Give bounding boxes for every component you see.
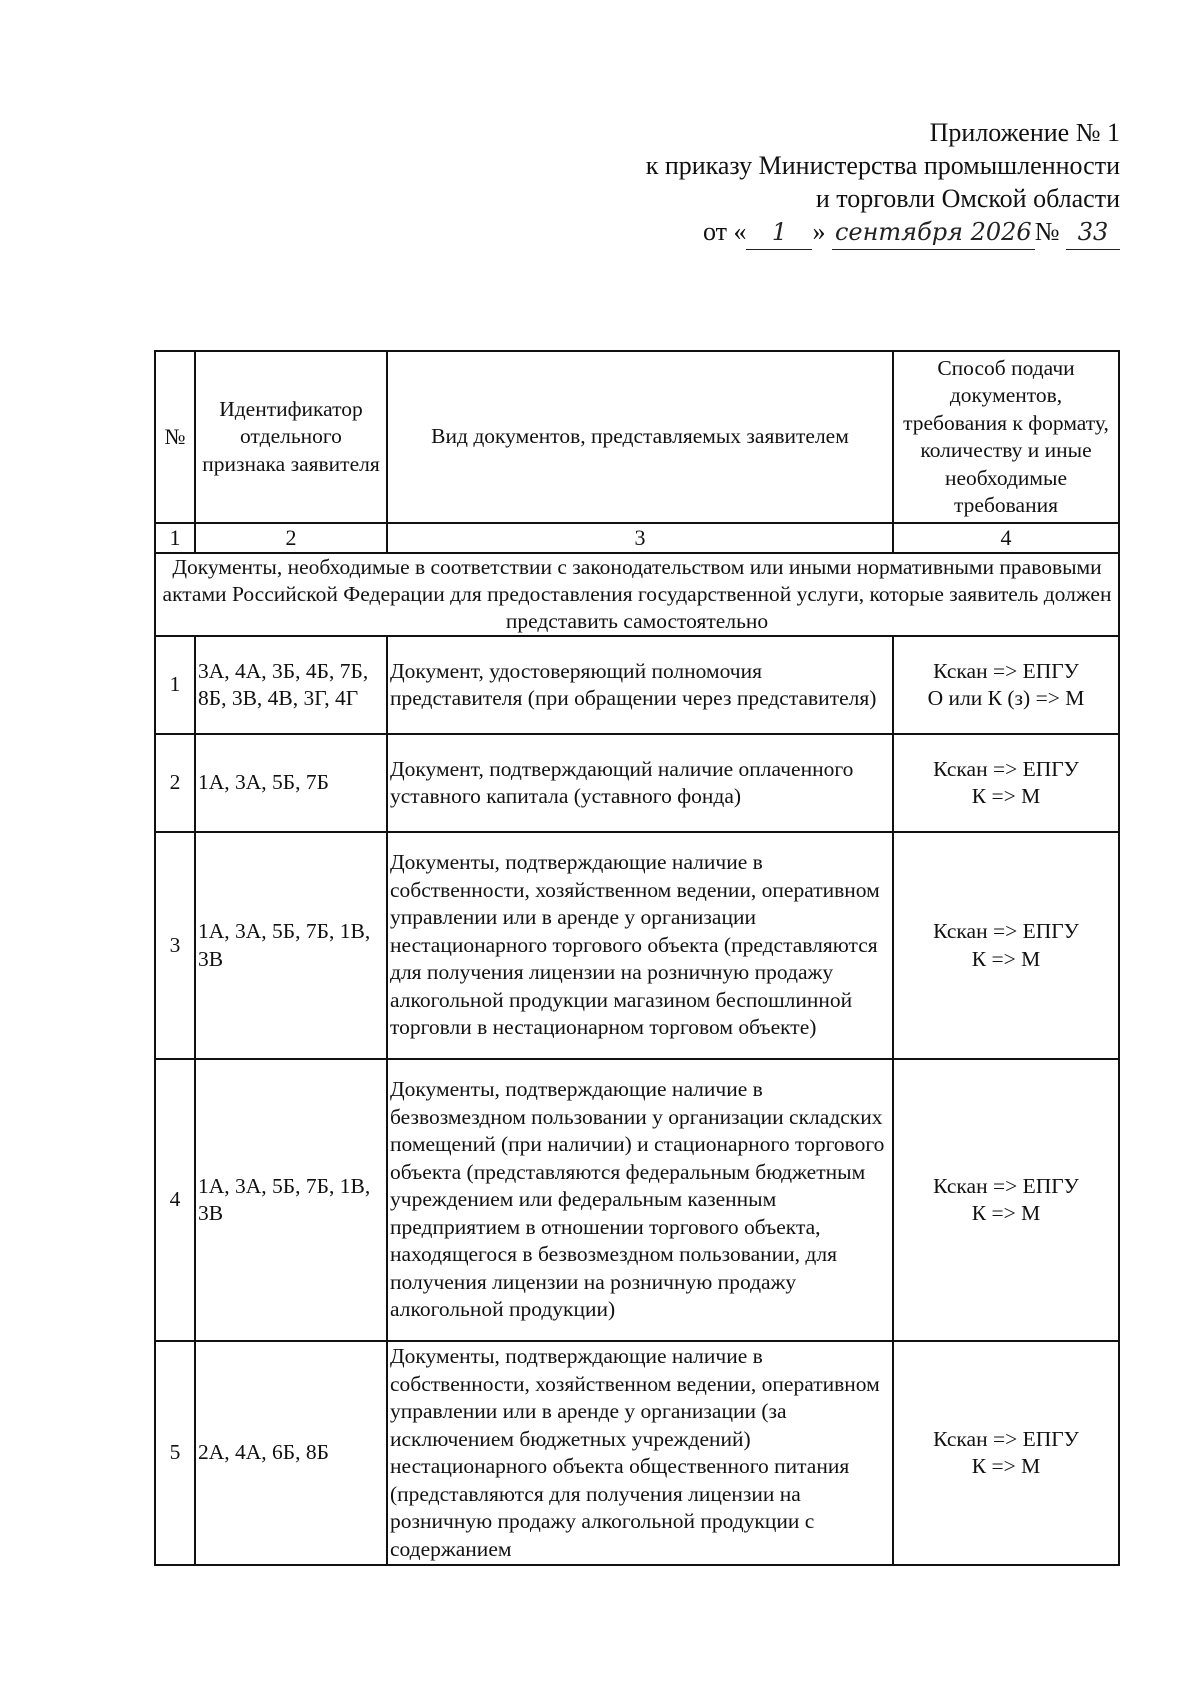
table-row xyxy=(155,734,1119,832)
method-line-2: К => М xyxy=(971,784,1041,808)
method-line-1: Кскан => ЕПГУ xyxy=(933,756,1079,781)
row-number: 3 xyxy=(155,832,195,1059)
row-number: 5 xyxy=(155,1341,195,1565)
table-row xyxy=(155,636,1119,734)
row-submission-method xyxy=(893,734,1119,832)
method-line-1: Кскан => ЕПГУ xyxy=(933,1426,1079,1451)
row-submission-method xyxy=(893,832,1119,1059)
table-header-row xyxy=(155,351,1119,523)
column-number: 2 xyxy=(195,523,387,553)
row-identifiers: 3А, 4А, 3Б, 4Б, 7Б, 8Б, 3В, 4В, 3Г, 4Г xyxy=(195,636,387,734)
method-line-2: К => М xyxy=(971,1454,1041,1478)
row-identifiers: 1А, 3А, 5Б, 7Б, 1В, 3В xyxy=(195,1059,387,1341)
order-reference-line: к приказу Министерства промышленности xyxy=(645,151,1120,180)
document-header xyxy=(560,116,1120,250)
method-line-2: К => М xyxy=(971,1201,1041,1225)
column-header-identifier: Идентификатор отдельного признака заявителя xyxy=(195,351,387,523)
number-label: № xyxy=(1034,217,1060,246)
handwritten-month-year: сентября 2026 xyxy=(832,216,1035,250)
method-line-1: Кскан => ЕПГУ xyxy=(933,658,1079,683)
method-line-2: К => М xyxy=(971,946,1041,971)
column-header-submission-method: Способ подачи документов, требования к формату, количеству и иные необходимые требования xyxy=(893,351,1119,523)
method-line-1: Кскан => ЕПГУ xyxy=(933,1173,1079,1198)
column-header-number: № xyxy=(155,351,195,523)
handwritten-day: 1 xyxy=(746,216,812,250)
column-number: 4 xyxy=(893,523,1119,553)
row-number: 2 xyxy=(155,734,195,832)
order-date-line xyxy=(703,215,1120,250)
handwritten-order-number: 33 xyxy=(1066,216,1120,250)
documents-table xyxy=(154,350,1120,1566)
table-row xyxy=(155,1059,1119,1341)
ministry-line: и торговли Омской области xyxy=(815,184,1120,213)
row-number: 4 xyxy=(155,1059,195,1341)
row-identifiers: 2А, 4А, 6Б, 8Б xyxy=(195,1341,387,1565)
row-identifiers: 1А, 3А, 5Б, 7Б xyxy=(195,734,387,832)
row-document-description: Документы, подтверждающие наличие в безвозмездном пользовании у организации складских помещений (при наличии) и стационарного торгового объекта (представляются федеральным бюджетным учреждением или федеральным казенным предприятием в отношении торгового объекта, находящегося в безвозмездном пользовании, для получения лицензии на розничную продажу алкогольной продукции) xyxy=(387,1059,893,1341)
column-number: 1 xyxy=(155,523,195,553)
column-number: 3 xyxy=(387,523,893,553)
row-document-description: Документ, удостоверяющий полномочия представителя (при обращении через представителя) xyxy=(387,636,893,734)
method-line-2: О или К (з) => М xyxy=(927,686,1085,710)
method-line-1: Кскан => ЕПГУ xyxy=(933,919,1079,943)
column-header-document-type: Вид документов, представляемых заявителем xyxy=(387,351,893,523)
row-document-description: Документ, подтверждающий наличие оплаченного уставного капитала (уставного фонда) xyxy=(387,734,893,832)
row-submission-method xyxy=(893,636,1119,734)
table-row xyxy=(155,832,1119,1059)
row-document-description: Документы, подтверждающие наличие в собственности, хозяйственном ведении, оперативном управлении или в аренде у организации нестационарного торгового объекта (представляются для получения лицензии на розничную продажу алкогольной продукции магазином беспошлинной торговли в нестационарном торговом объекте) xyxy=(387,832,893,1059)
column-numbers-row xyxy=(155,523,1119,553)
row-document-description: Документы, подтверждающие наличие в собственности, хозяйственном ведении, оперативном управлении или в аренде у организации (за исключением бюджетных учреждений) нестационарного объекта общественного питания (представляются для получения лицензии на розничную продажу алкогольной продукции с содержанием xyxy=(387,1341,893,1565)
table-row xyxy=(155,1341,1119,1565)
appendix-title: Приложение № 1 xyxy=(929,118,1120,147)
section-row xyxy=(155,553,1119,636)
row-identifiers: 1А, 3А, 5Б, 7Б, 1В, 3В xyxy=(195,832,387,1059)
row-submission-method xyxy=(893,1059,1119,1341)
row-submission-method xyxy=(893,1341,1119,1565)
date-prefix: от « xyxy=(702,217,747,246)
date-quote-close: » xyxy=(812,217,826,246)
row-number: 1 xyxy=(155,636,195,734)
section-title: Документы, необходимые в соответствии с законодательством или иными нормативными правовыми актами Российской Федерации для предоставления государственной услуги, которые заявитель должен представить самостоятельно xyxy=(155,553,1119,636)
